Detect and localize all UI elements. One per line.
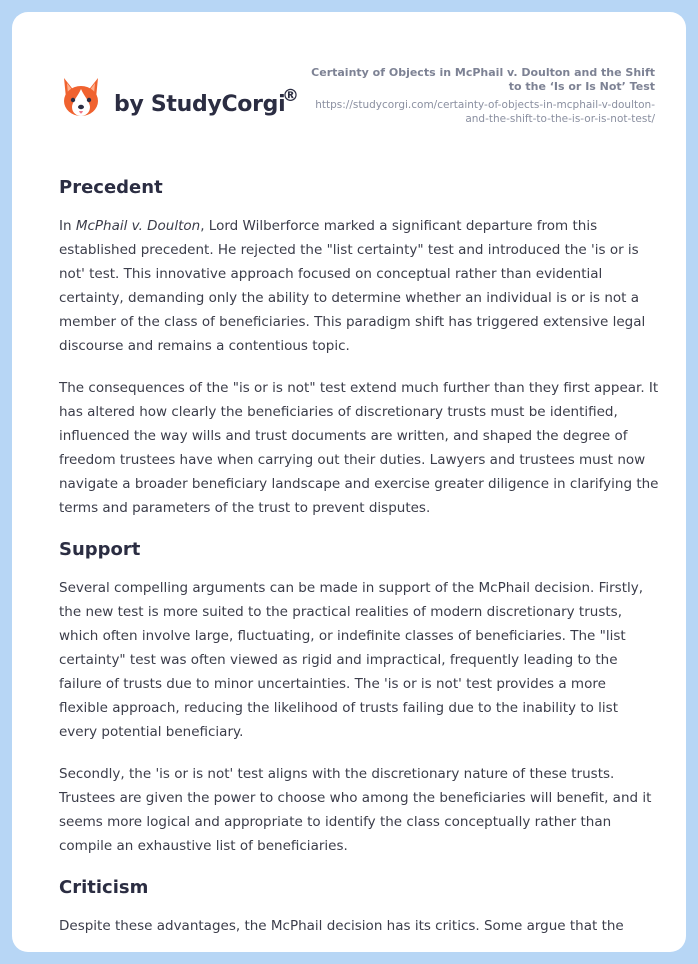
document-content bbox=[59, 176, 659, 952]
support-paragraph-2: Secondly, the 'is or is not' test aligns with the discretionary nature of these trusts. Trustees are given the power to choose who among the beneficiaries will benefit, and it seems more logical and appropriate to identify the class conceptually rather than compile an exhaustive list of beneficiaries. bbox=[59, 766, 652, 854]
precedent-p1-rest: , Lord Wilberforce marked a significant departure from this established precedent. He rejected the "list certainty" test and introduced the 'is or is not' test. This innovative approach focused on conceptual rather than evidential certainty, demanding only the ability to determine whether an individual is or is not a member of the class of beneficiaries. This paradigm shift has triggered extensive legal discourse and remains a contentious topic. bbox=[59, 218, 646, 354]
corgi-logo-icon bbox=[60, 76, 102, 120]
studycorgi-logo[interactable] bbox=[60, 76, 310, 126]
document-page bbox=[12, 12, 686, 952]
header bbox=[12, 12, 686, 152]
support-paragraph-1: Several compelling arguments can be made in support of the McPhail decision. Firstly, the new test is more suited to the practical realities of modern discretionary trusts, which often involve large, fluctuating, or indefinite classes of beneficiaries. The "list certainty" test was often viewed as rigid and impractical, frequently leading to the failure of trusts due to minor uncertainties. The 'is or is not' test provides a more flexible approach, reducing the likelihood of trusts failing due to the inability to list every potential beneficiary. bbox=[59, 580, 644, 740]
precedent-p1-prefix: In bbox=[59, 218, 76, 234]
document-url[interactable]: https://studycorgi.com/certainty-of-objects-in-mcphail-v-doulton-and-the-shift-to-the-is-or-is-not-test/ bbox=[315, 99, 655, 125]
heading-support: Support bbox=[59, 539, 141, 560]
criticism-paragraph-1: Despite these advantages, the McPhail decision has its critics. Some argue that the bbox=[59, 918, 624, 934]
registered-mark: ® bbox=[282, 86, 299, 106]
precedent-paragraph-1 bbox=[59, 214, 659, 358]
heading-criticism: Criticism bbox=[59, 877, 149, 898]
document-title: Certainty of Objects in McPhail v. Doulton and the Shift to the ‘Is or Is Not’ Test bbox=[311, 66, 655, 93]
case-name: McPhail v. Doulton bbox=[75, 218, 201, 234]
heading-precedent: Precedent bbox=[59, 177, 163, 198]
brand-name: by StudyCorgi bbox=[114, 92, 286, 117]
document-meta bbox=[295, 66, 655, 126]
precedent-paragraph-2: The consequences of the "is or is not" test extend much further than they first appear. It has altered how clearly the beneficiaries of discretionary trusts must be identified, influenced the way wills and trust documents are written, and shaped the degree of freedom trustees have when carrying out their duties. Lawyers and trustees must now navigate a broader beneficiary landscape and exercise greater diligence in clarifying the terms and parameters of the trust to prevent disputes. bbox=[59, 380, 659, 516]
